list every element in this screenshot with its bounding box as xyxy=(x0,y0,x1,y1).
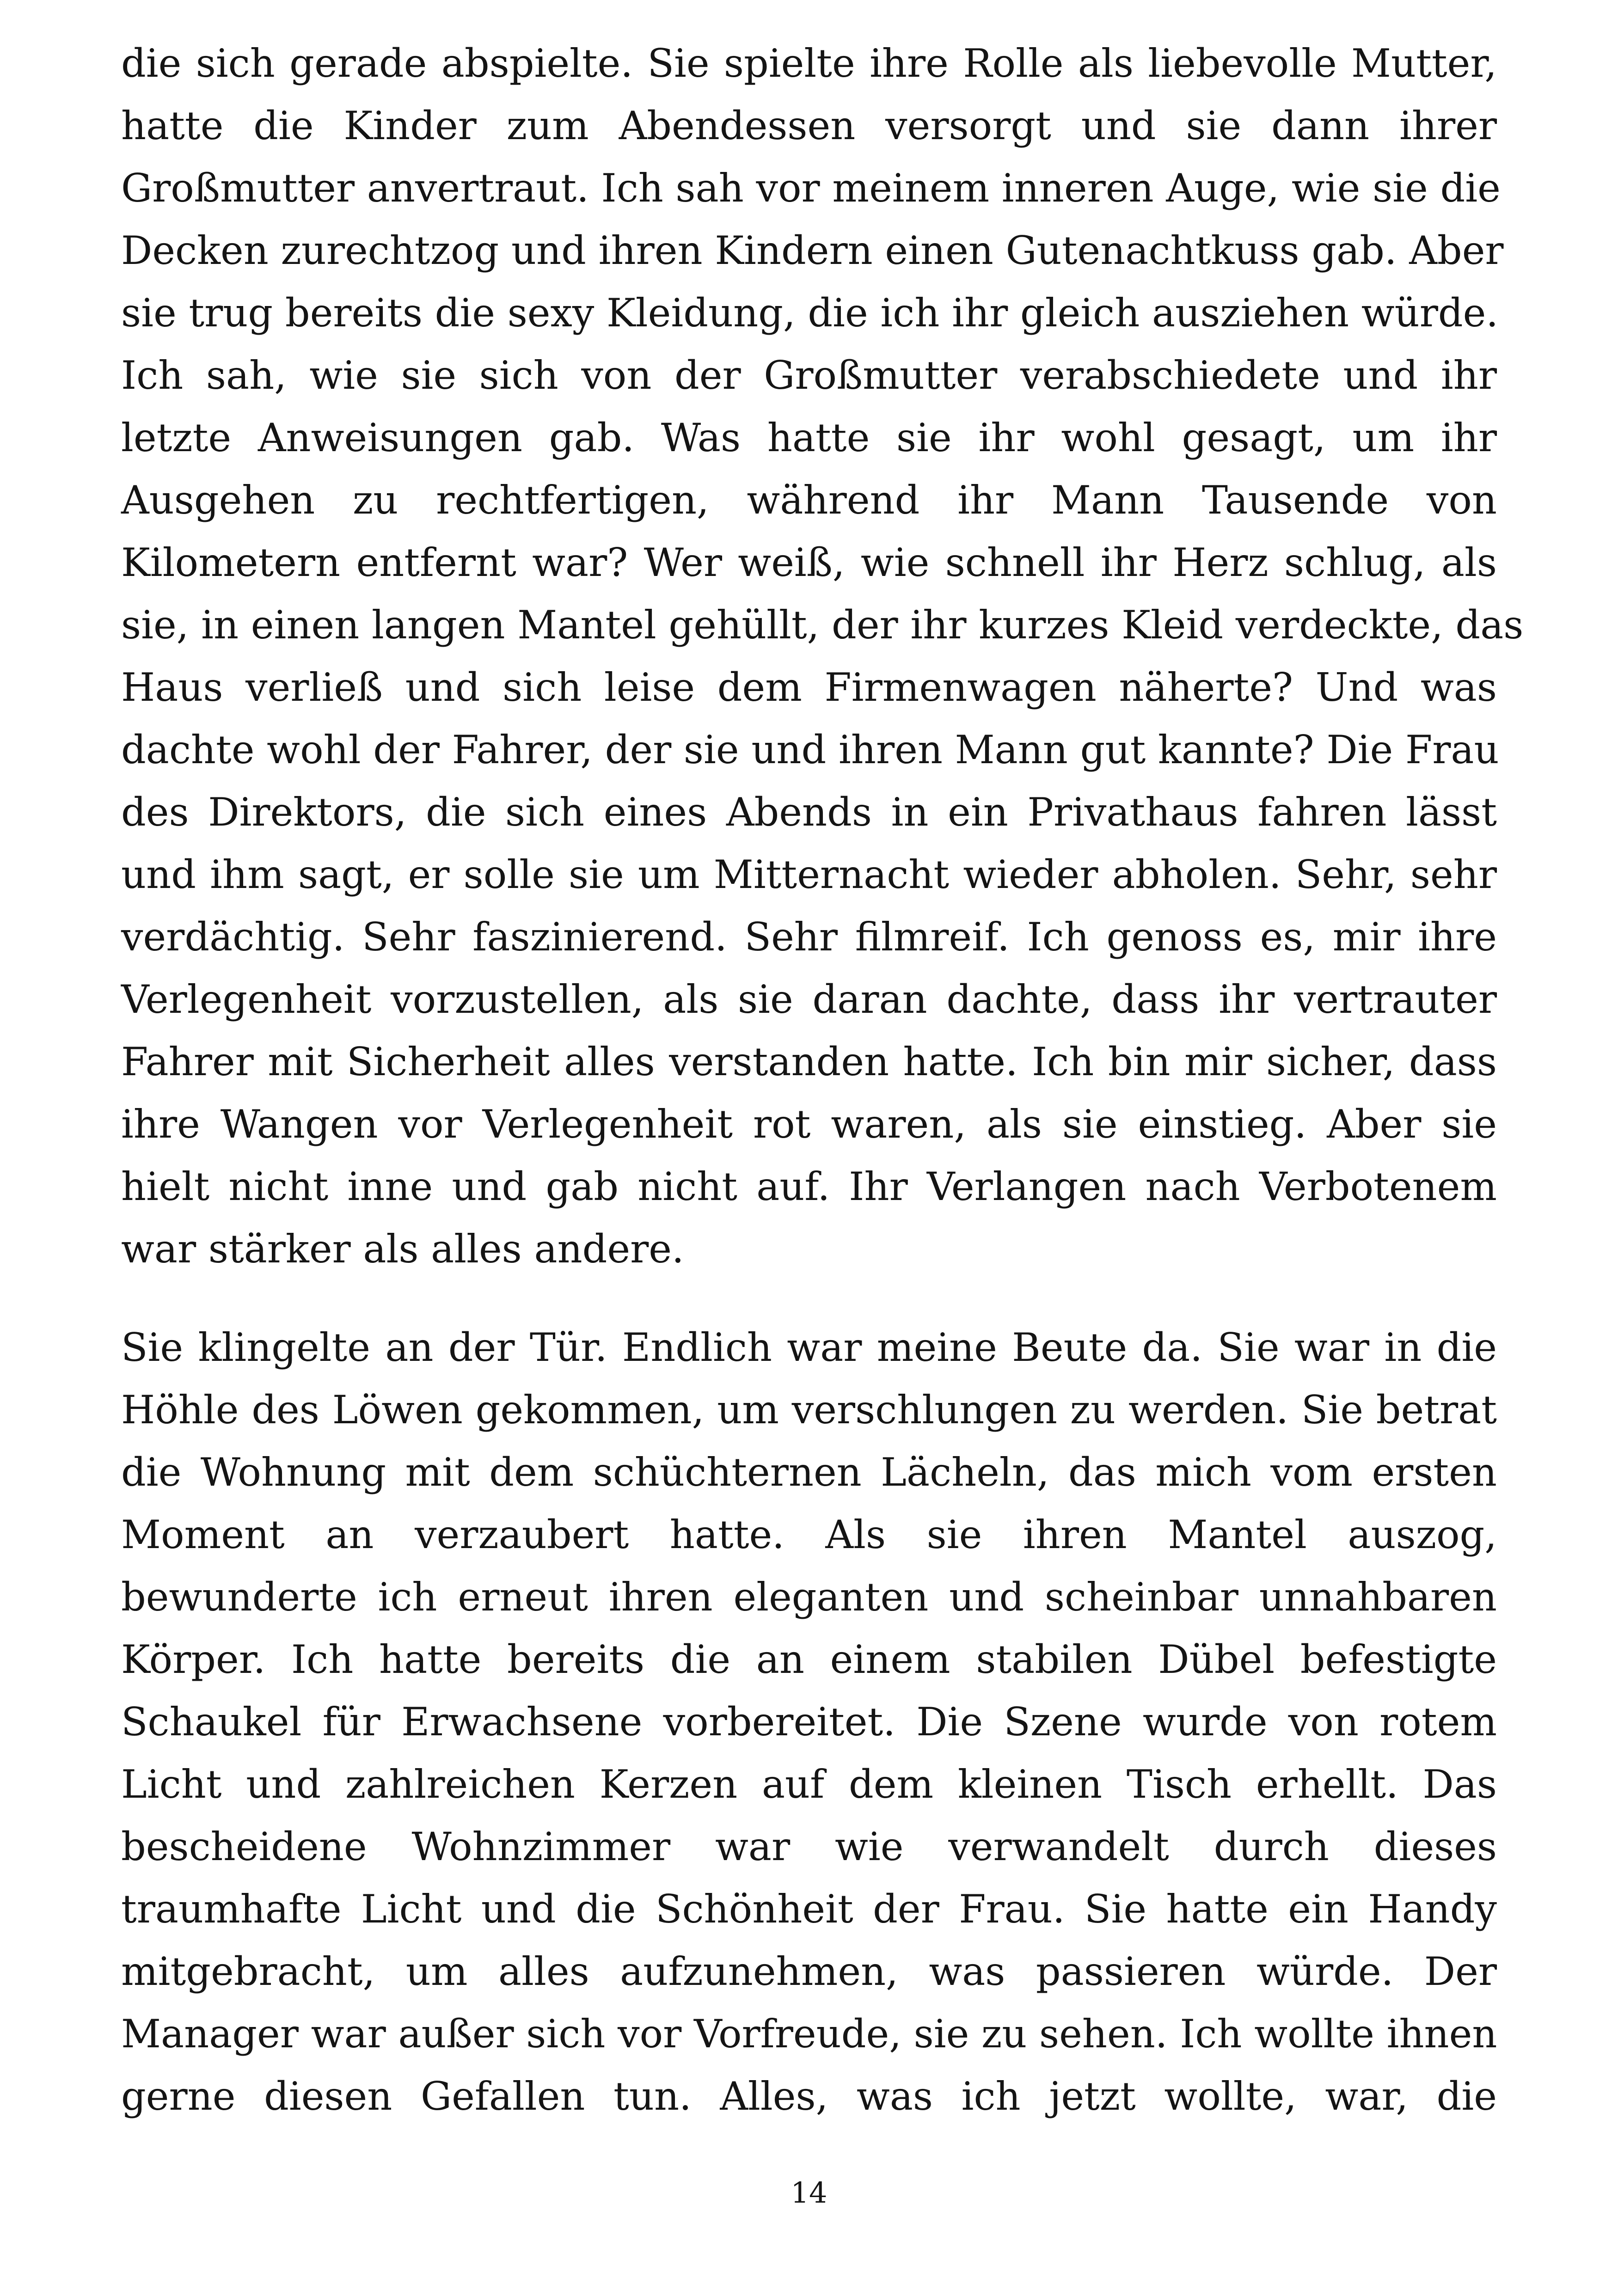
text-line: sie, in einen langen Mantel gehüllt, der ihr kurzes Kleid verdeckte, das xyxy=(121,602,1524,648)
text-line: Körper. Ich hatte bereits die an einem stabilen Dübel befestigte xyxy=(121,1637,1497,1682)
text-line: mitgebracht, um alles aufzunehmen, was passieren würde. Der xyxy=(121,1949,1497,1994)
text-line: Decken zurechtzog und ihren Kindern einen Gutenachtkuss gab. Aber xyxy=(121,228,1504,273)
text-line: letzte Anweisungen gab. Was hatte sie ihr wohl gesagt, um ihr xyxy=(121,415,1497,460)
text-line: dachte wohl der Fahrer, der sie und ihren Mann gut kannte? Die Frau xyxy=(121,727,1499,772)
text-line: Sie klingelte an der Tür. Endlich war meine Beute da. Sie war in die xyxy=(121,1325,1497,1370)
text-line: bewunderte ich erneut ihren eleganten und scheinbar unnahbaren xyxy=(121,1574,1497,1620)
text-line: hatte die Kinder zum Abendessen versorgt und sie dann ihrer xyxy=(121,103,1497,148)
text-line: Fahrer mit Sicherheit alles verstanden hatte. Ich bin mir sicher, dass xyxy=(121,1039,1497,1084)
text-line: gerne diesen Gefallen tun. Alles, was ich jetzt wollte, war, die xyxy=(121,2074,1497,2119)
text-line: Licht und zahlreichen Kerzen auf dem kleinen Tisch erhellt. Das xyxy=(121,1762,1497,1807)
text-line: sie trug bereits die sexy Kleidung, die ich ihr gleich ausziehen würde. xyxy=(121,290,1499,336)
text-line: bescheidene Wohnzimmer war wie verwandelt durch dieses xyxy=(121,1824,1497,1869)
text-line: Ausgehen zu rechtfertigen, während ihr Mann Tausende von xyxy=(121,478,1497,523)
text-line: Haus verließ und sich leise dem Firmenwagen näherte? Und was xyxy=(121,665,1497,710)
text-line: Ich sah, wie sie sich von der Großmutter verabschiedete und ihr xyxy=(121,353,1497,398)
body-text xyxy=(121,32,1524,2164)
text-line: hielt nicht inne und gab nicht auf. Ihr Verlangen nach Verbotenem xyxy=(121,1164,1497,1209)
text-line: Moment an verzaubert hatte. Als sie ihren Mantel auszog, xyxy=(121,1512,1497,1557)
text-line: verdächtig. Sehr faszinierend. Sehr filmreif. Ich genoss es, mir ihre xyxy=(121,914,1497,960)
text-line: Höhle des Löwen gekommen, um verschlungen zu werden. Sie betrat xyxy=(121,1387,1497,1433)
text-line: ihre Wangen vor Verlegenheit rot waren, als sie einstieg. Aber sie xyxy=(121,1102,1497,1147)
text-line: Schaukel für Erwachsene vorbereitet. Die Szene wurde von rotem xyxy=(121,1699,1497,1745)
text-line: Kilometern entfernt war? Wer weiß, wie schnell ihr Herz schlug, als xyxy=(121,540,1497,585)
page-number: 14 xyxy=(791,2176,827,2210)
text-line: die Wohnung mit dem schüchternen Lächeln, das mich vom ersten xyxy=(121,1450,1497,1495)
paragraph-1 xyxy=(121,32,1524,1280)
text-line: Verlegenheit vorzustellen, als sie daran dachte, dass ihr vertrauter xyxy=(121,977,1497,1022)
text-line: und ihm sagt, er solle sie um Mitternacht wieder abholen. Sehr, sehr xyxy=(121,852,1497,897)
text-line: traumhafte Licht und die Schönheit der Frau. Sie hatte ein Handy xyxy=(121,1886,1497,1932)
text-line: die sich gerade abspielte. Sie spielte ihre Rolle als liebevolle Mutter, xyxy=(121,41,1497,86)
text-line: Manager war außer sich vor Vorfreude, sie zu sehen. Ich wollte ihnen xyxy=(121,2011,1497,2057)
paragraph-2 xyxy=(121,1316,1497,2128)
text-line: Großmutter anvertraut. Ich sah vor meinem inneren Auge, wie sie die xyxy=(121,165,1501,211)
text-line: war stärker als alles andere. xyxy=(121,1226,684,1272)
text-line: des Direktors, die sich eines Abends in ein Privathaus fahren lässt xyxy=(121,790,1497,835)
